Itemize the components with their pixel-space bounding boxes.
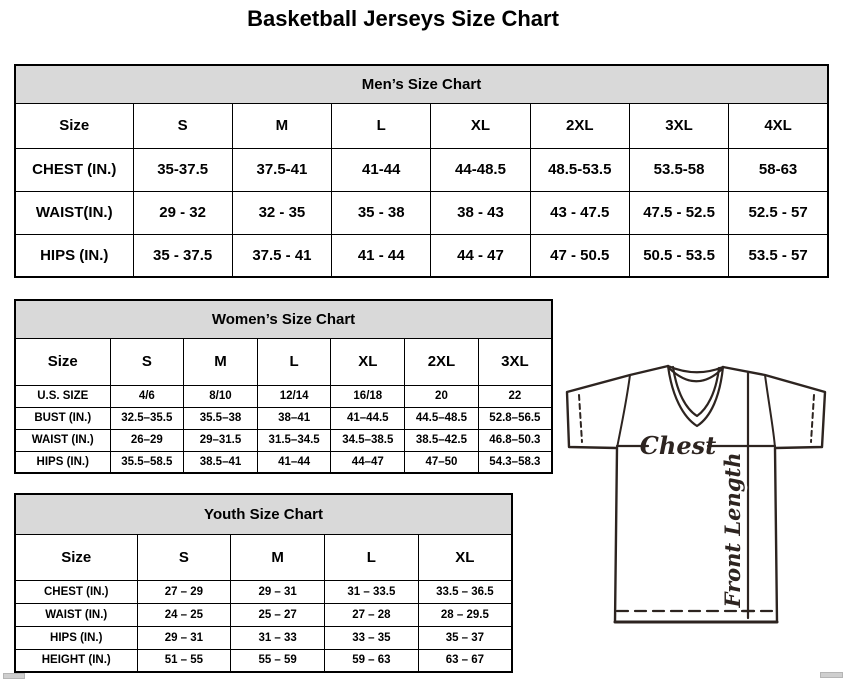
column-header: L [325, 534, 419, 580]
size-value: 41 - 44 [332, 234, 431, 277]
size-value: 25 – 27 [231, 603, 325, 626]
size-value: 29 - 32 [133, 191, 232, 234]
size-value: 35.5–38 [184, 407, 258, 429]
size-value: 47.5 - 52.5 [629, 191, 728, 234]
size-value: 63 – 67 [418, 649, 512, 672]
size-value: 44 - 47 [431, 234, 530, 277]
table-row [15, 649, 512, 672]
table-row [15, 603, 512, 626]
column-header: XL [431, 103, 530, 148]
size-value: 27 – 29 [137, 580, 231, 603]
table-row [15, 148, 828, 191]
front-length-label: Front Length [720, 452, 745, 608]
size-value: 48.5-53.5 [530, 148, 629, 191]
size-value: 12/14 [257, 385, 331, 407]
size-value: 29 – 31 [137, 626, 231, 649]
row-label: HIPS (IN.) [15, 451, 110, 473]
column-header: S [133, 103, 232, 148]
column-header: S [110, 338, 184, 385]
column-header: Size [15, 338, 110, 385]
size-value: 31 – 33.5 [325, 580, 419, 603]
column-header: L [332, 103, 431, 148]
size-value: 46.8–50.3 [478, 429, 552, 451]
jersey-collar-top-arc [668, 366, 723, 372]
mens-header-row [15, 103, 828, 148]
size-value: 38–41 [257, 407, 331, 429]
table-row [15, 234, 828, 277]
column-header: XL [418, 534, 512, 580]
size-value: 32.5–35.5 [110, 407, 184, 429]
table-row [15, 191, 828, 234]
size-value: 35 - 38 [332, 191, 431, 234]
size-value: 47–50 [405, 451, 479, 473]
mens-table-title: Men’s Size Chart [15, 65, 828, 103]
column-header: M [232, 103, 331, 148]
size-value: 37.5-41 [232, 148, 331, 191]
size-value: 53.5 - 57 [729, 234, 828, 277]
row-label: WAIST (IN.) [15, 603, 137, 626]
size-value: 24 – 25 [137, 603, 231, 626]
size-value: 51 – 55 [137, 649, 231, 672]
column-header: L [257, 338, 331, 385]
column-header: Size [15, 103, 133, 148]
size-value: 31 – 33 [231, 626, 325, 649]
size-value: 52.8–56.5 [478, 407, 552, 429]
size-value: 4/6 [110, 385, 184, 407]
size-value: 33.5 – 36.5 [418, 580, 512, 603]
size-value: 59 – 63 [325, 649, 419, 672]
size-value: 37.5 - 41 [232, 234, 331, 277]
size-value: 35 - 37.5 [133, 234, 232, 277]
size-value: 43 - 47.5 [530, 191, 629, 234]
size-value: 27 – 28 [325, 603, 419, 626]
column-header: 3XL [629, 103, 728, 148]
jersey-cuff-dash-right [811, 395, 814, 442]
table-row [15, 451, 552, 473]
size-value: 44–47 [331, 451, 405, 473]
column-header: 2XL [405, 338, 479, 385]
size-value: 47 - 50.5 [530, 234, 629, 277]
column-header: S [137, 534, 231, 580]
table-row [15, 429, 552, 451]
column-header: 4XL [729, 103, 828, 148]
column-header: XL [331, 338, 405, 385]
size-value: 35-37.5 [133, 148, 232, 191]
row-label: HIPS (IN.) [15, 626, 137, 649]
size-value: 38.5–42.5 [405, 429, 479, 451]
size-value: 58-63 [729, 148, 828, 191]
row-label: WAIST(IN.) [15, 191, 133, 234]
size-value: 33 – 35 [325, 626, 419, 649]
size-value: 32 - 35 [232, 191, 331, 234]
page-title: Basketball Jerseys Size Chart [247, 6, 559, 31]
size-value: 29–31.5 [184, 429, 258, 451]
youth-size-table [14, 493, 513, 673]
size-value: 52.5 - 57 [729, 191, 828, 234]
size-value: 53.5-58 [629, 148, 728, 191]
row-label: WAIST (IN.) [15, 429, 110, 451]
scrollbar-fragment-right [820, 672, 843, 678]
row-label: HEIGHT (IN.) [15, 649, 137, 672]
youth-table-title: Youth Size Chart [15, 494, 512, 534]
size-value: 35 – 37 [418, 626, 512, 649]
size-value: 41–44.5 [331, 407, 405, 429]
size-value: 44.5–48.5 [405, 407, 479, 429]
size-value: 38.5–41 [184, 451, 258, 473]
jersey-diagram [556, 360, 842, 630]
size-value: 26–29 [110, 429, 184, 451]
column-header: Size [15, 534, 137, 580]
size-value: 16/18 [331, 385, 405, 407]
row-label: U.S. SIZE [15, 385, 110, 407]
size-value: 54.3–58.3 [478, 451, 552, 473]
size-value: 38 - 43 [431, 191, 530, 234]
chest-label: Chest [639, 431, 717, 460]
scrollbar-fragment-left [3, 673, 25, 679]
column-header: 3XL [478, 338, 552, 385]
size-value: 44-48.5 [431, 148, 530, 191]
row-label: CHEST (IN.) [15, 148, 133, 191]
table-row [15, 407, 552, 429]
youth-header-row [15, 534, 512, 580]
jersey-seam-left [617, 375, 630, 448]
jersey-outline [567, 366, 825, 622]
size-value: 20 [405, 385, 479, 407]
row-label: BUST (IN.) [15, 407, 110, 429]
table-row [15, 626, 512, 649]
column-header: M [231, 534, 325, 580]
size-value: 31.5–34.5 [257, 429, 331, 451]
size-value: 22 [478, 385, 552, 407]
size-value: 34.5–38.5 [331, 429, 405, 451]
size-value: 41-44 [332, 148, 431, 191]
table-row [15, 580, 512, 603]
jersey-cuff-dash-left [579, 395, 582, 442]
jersey-seam-right [765, 375, 775, 448]
size-value: 50.5 - 53.5 [629, 234, 728, 277]
womens-table-title: Women’s Size Chart [15, 300, 552, 338]
column-header: M [184, 338, 258, 385]
row-label: HIPS (IN.) [15, 234, 133, 277]
womens-header-row [15, 338, 552, 385]
size-value: 55 – 59 [231, 649, 325, 672]
column-header: 2XL [530, 103, 629, 148]
size-value: 29 – 31 [231, 580, 325, 603]
size-value: 8/10 [184, 385, 258, 407]
womens-size-table [14, 299, 553, 474]
mens-size-table [14, 64, 829, 278]
size-value: 41–44 [257, 451, 331, 473]
row-label: CHEST (IN.) [15, 580, 137, 603]
table-row [15, 385, 552, 407]
size-value: 28 – 29.5 [418, 603, 512, 626]
size-value: 35.5–58.5 [110, 451, 184, 473]
